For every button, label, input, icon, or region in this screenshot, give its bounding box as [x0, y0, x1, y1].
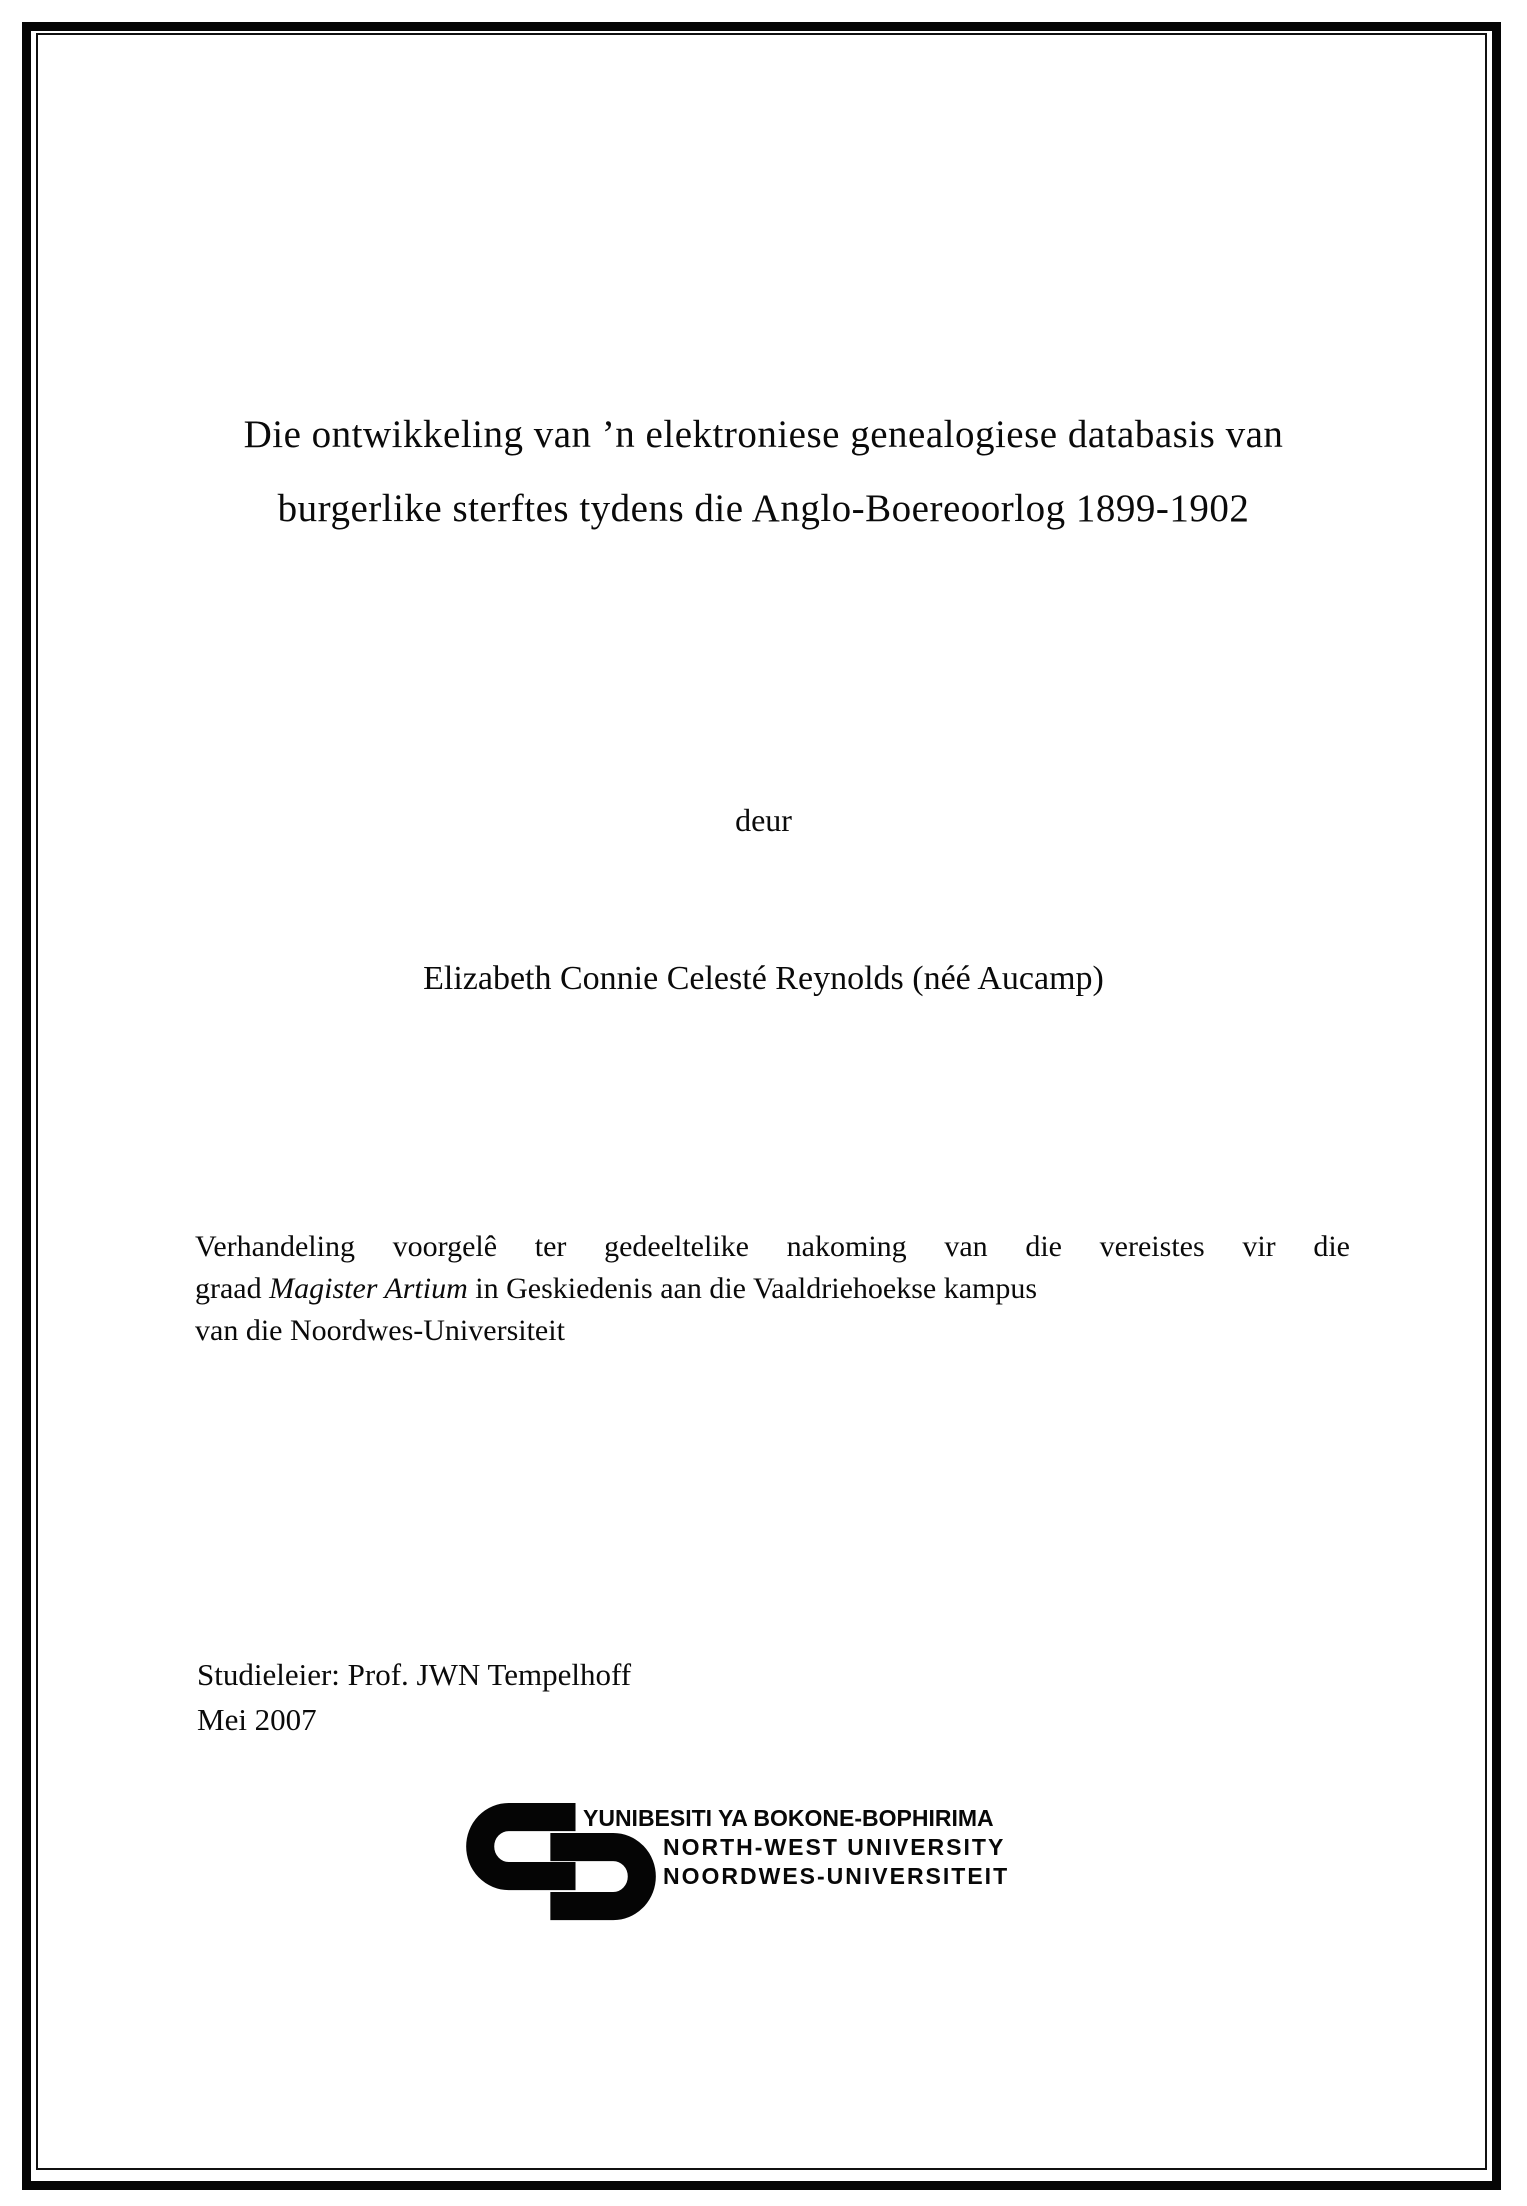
university-name-english: NORTH-WEST UNIVERSITY: [663, 1834, 1006, 1860]
submission-line-1: Verhandeling voorgelê ter gedeeltelike nakoming van die vereistes vir die: [195, 1230, 1350, 1263]
submission-line-2-post: in Geskiedenis aan die Vaaldriehoekse kampus: [467, 1272, 1038, 1305]
thesis-title-line-2: burgerlike sterftes tydens die Anglo-Boereoorlog 1899-1902: [277, 487, 1250, 530]
submission-line-2-pre: graad: [195, 1272, 270, 1305]
supervisor-block: [197, 1652, 631, 1742]
supervisor-line: Studieleier: Prof. JWN Tempelhoff: [197, 1657, 632, 1692]
degree-name-italic: Magister Artium: [269, 1272, 468, 1305]
submission-line-2: [195, 1268, 1350, 1310]
university-name-afrikaans: NOORDWES-UNIVERSITEIT: [663, 1863, 1010, 1889]
byline-label: deur: [735, 802, 792, 838]
thesis-title: [0, 398, 1527, 546]
date-line: Mei 2007: [197, 1702, 317, 1737]
thesis-title-line-1: Die ontwikkeling van ’n elektroniese genealogiese databasis van: [243, 413, 1284, 456]
university-wordmark: [583, 1804, 1009, 1891]
submission-statement: [195, 1226, 1350, 1352]
university-name-setswana: YUNIBESITI YA BOKONE-BOPHIRIMA: [583, 1805, 994, 1831]
submission-line-3: van die Noordwes-Universiteit: [195, 1314, 565, 1347]
author-name: Elizabeth Connie Celesté Reynolds (néé Aucamp): [423, 960, 1104, 997]
